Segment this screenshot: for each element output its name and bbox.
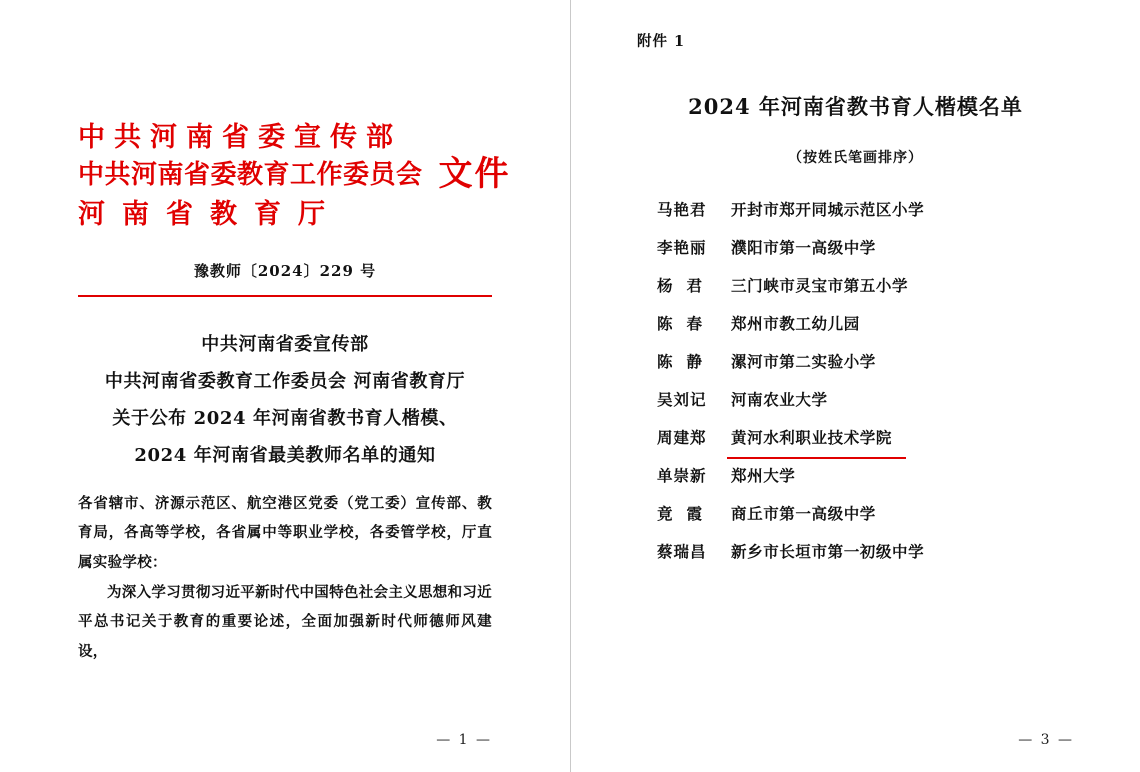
document-number: 豫教师〔2024〕229 号 xyxy=(193,261,377,280)
title-line-2: 中共河南省委教育工作委员会 河南省教育厅 xyxy=(104,370,466,392)
person-name: 吴刘记 xyxy=(657,389,707,409)
person-organization: 黄河水利职业技术学院 xyxy=(731,419,892,457)
person-name: 蔡瑞昌 xyxy=(657,541,707,561)
document-body xyxy=(78,489,492,667)
list-item xyxy=(657,191,1074,229)
person-organization: 商丘市第一高级中学 xyxy=(731,503,876,523)
person-organization: 开封市郑开同城示范区小学 xyxy=(731,200,925,219)
letterhead-line-2: 中共河南省委教育工作委员会 xyxy=(78,160,423,191)
body-paragraph-1: 各省辖市、济源示范区、航空港区党委（党工委）宣传部、教育局，各高等学校，各省属中等职业学校，各委管学校，厅直属实验学校： xyxy=(78,494,492,571)
person-organization: 漯河市第二实验小学 xyxy=(731,351,876,371)
page-number-left: — 1 — xyxy=(436,732,492,748)
letterhead-line-1: 中共河南省委宣传部 xyxy=(78,122,402,153)
list-item xyxy=(657,495,1074,533)
person-name: 马艳君 xyxy=(657,200,707,219)
red-divider-rule xyxy=(78,295,492,297)
document-title xyxy=(78,327,492,475)
letterhead-line-3: 河南省教育厅 xyxy=(78,198,342,230)
letterhead xyxy=(78,118,511,234)
list-item xyxy=(657,229,1074,267)
person-organization: 新乡市长垣市第一初级中学 xyxy=(731,541,925,561)
person-organization: 郑州大学 xyxy=(731,465,796,485)
page-number-right: — 3 — xyxy=(1018,732,1074,748)
attachment-label: 附件 1 xyxy=(637,33,686,50)
list-subtitle: （按姓氏笔画排序） xyxy=(788,150,923,166)
list-item xyxy=(657,457,1074,495)
list-item xyxy=(657,381,1074,419)
list-item xyxy=(657,533,1074,571)
list-item xyxy=(657,305,1074,343)
letterhead-row-1 xyxy=(78,118,492,157)
letterhead-badge: 文件 xyxy=(438,154,511,195)
person-organization: 河南农业大学 xyxy=(731,389,828,409)
list-item-highlighted xyxy=(657,419,1074,457)
list-title: 2024 年河南省教书育人楷模名单 xyxy=(688,94,1023,119)
document-page-right xyxy=(570,0,1140,772)
list-item xyxy=(657,343,1074,381)
person-organization: 郑州市教工幼儿园 xyxy=(731,313,860,333)
person-name: 单崇新 xyxy=(657,465,707,485)
person-name: 杨君 xyxy=(657,275,717,295)
title-line-4: 2024 年河南省最美教师名单的通知 xyxy=(134,444,436,466)
person-name: 竟霞 xyxy=(657,503,717,523)
person-name: 陈春 xyxy=(657,313,717,333)
person-organization: 三门峡市灵宝市第五小学 xyxy=(731,275,909,295)
letterhead-row-2 xyxy=(78,154,511,195)
title-line-3: 关于公布 2024 年河南省教书育人楷模、 xyxy=(112,407,458,429)
name-list xyxy=(637,191,1074,571)
person-name: 陈静 xyxy=(657,351,717,371)
person-name: 李艳丽 xyxy=(657,237,707,257)
letterhead-row-3 xyxy=(78,195,492,234)
body-paragraph-2: 为深入学习贯彻习近平新时代中国特色社会主义思想和习近平总书记关于教育的重要论述，全面加强新时代师德师风建设， xyxy=(78,583,492,661)
person-organization: 濮阳市第一高级中学 xyxy=(731,237,876,257)
title-line-1: 中共河南省委宣传部 xyxy=(201,333,369,355)
person-name: 周建郑 xyxy=(657,427,707,447)
list-item xyxy=(657,267,1074,305)
